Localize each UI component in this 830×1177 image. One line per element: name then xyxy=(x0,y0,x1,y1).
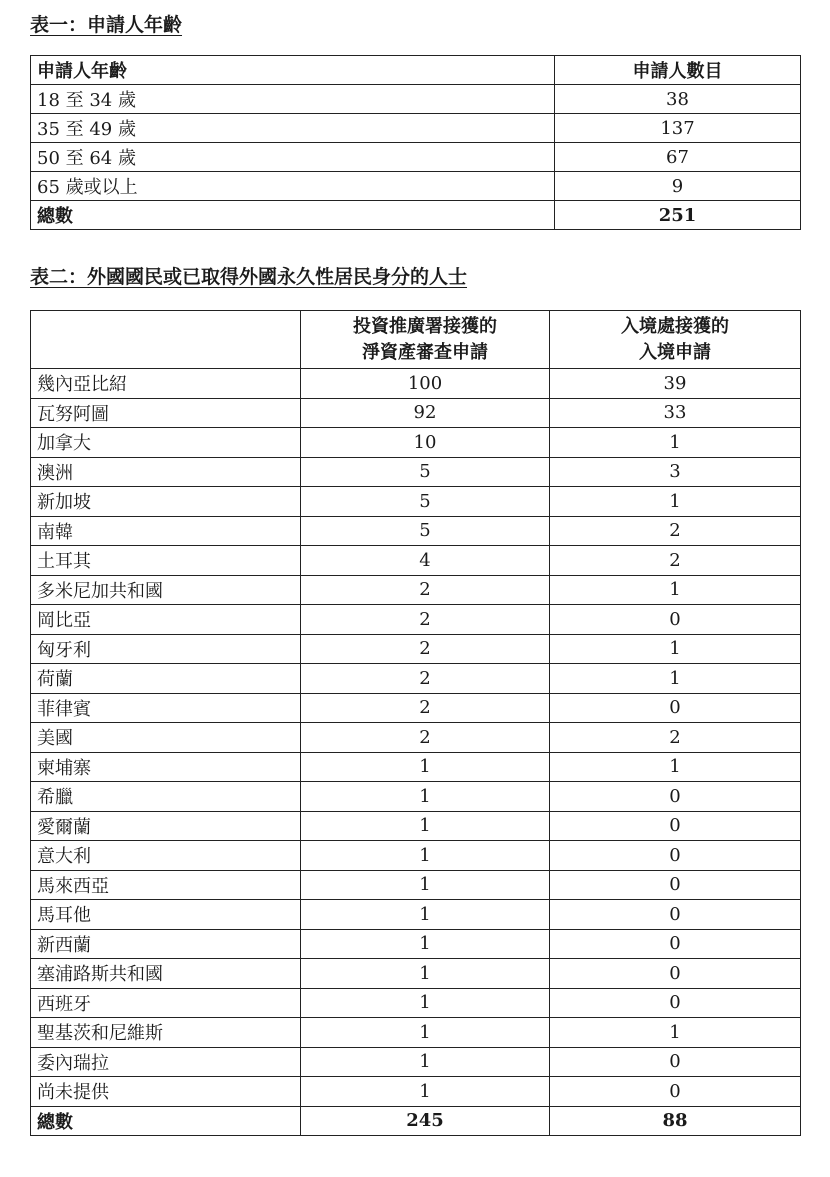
cell-value: 1 xyxy=(550,664,801,694)
table-row xyxy=(31,959,801,989)
table-row xyxy=(31,428,801,458)
nationality-table xyxy=(30,310,801,1136)
table-row xyxy=(31,1077,801,1107)
cell-value: 92 xyxy=(301,398,550,428)
row-label: 荷蘭 xyxy=(31,664,301,694)
table2-title: 表二：外國國民或已取得外國永久性居民身分的人士 xyxy=(30,266,468,288)
total-row xyxy=(31,201,801,230)
row-label: 委內瑞拉 xyxy=(31,1047,301,1077)
row-label: 馬耳他 xyxy=(31,900,301,930)
total-row xyxy=(31,1106,801,1136)
cell-value: 9 xyxy=(555,172,801,201)
cell-value: 245 xyxy=(301,1106,550,1136)
row-label: 匈牙利 xyxy=(31,634,301,664)
row-label: 65 歲或以上 xyxy=(31,172,555,201)
cell-value: 1 xyxy=(550,752,801,782)
table-row xyxy=(31,143,801,172)
cell-value: 5 xyxy=(301,487,550,517)
row-label: 塞浦路斯共和國 xyxy=(31,959,301,989)
cell-value: 67 xyxy=(555,143,801,172)
cell-value: 5 xyxy=(301,516,550,546)
cell-value: 2 xyxy=(301,664,550,694)
row-label: 聖基茨和尼維斯 xyxy=(31,1018,301,1048)
table-row xyxy=(31,988,801,1018)
table-row xyxy=(31,752,801,782)
table-row xyxy=(31,870,801,900)
cell-value: 0 xyxy=(550,900,801,930)
cell-value: 1 xyxy=(301,988,550,1018)
row-label: 50 至 64 歲 xyxy=(31,143,555,172)
cell-value: 1 xyxy=(301,782,550,812)
cell-value: 1 xyxy=(301,900,550,930)
row-label: 菲律賓 xyxy=(31,693,301,723)
row-label: 西班牙 xyxy=(31,988,301,1018)
cell-value: 0 xyxy=(550,929,801,959)
table-row xyxy=(31,398,801,428)
total-label: 總數 xyxy=(31,201,555,230)
cell-value: 2 xyxy=(550,516,801,546)
cell-value: 2 xyxy=(550,546,801,576)
cell-value: 0 xyxy=(550,693,801,723)
cell-value: 1 xyxy=(301,1077,550,1107)
row-label: 尚未提供 xyxy=(31,1077,301,1107)
table-header-row xyxy=(31,311,801,369)
table-row xyxy=(31,369,801,399)
cell-value: 5 xyxy=(301,457,550,487)
table-row xyxy=(31,1047,801,1077)
table-row xyxy=(31,1018,801,1048)
cell-value: 2 xyxy=(301,693,550,723)
cell-value: 251 xyxy=(555,201,801,230)
cell-value: 3 xyxy=(550,457,801,487)
row-label: 18 至 34 歲 xyxy=(31,85,555,114)
cell-value: 1 xyxy=(301,841,550,871)
cell-value: 137 xyxy=(555,114,801,143)
cell-value: 0 xyxy=(550,988,801,1018)
cell-value: 1 xyxy=(550,428,801,458)
cell-value: 1 xyxy=(301,929,550,959)
row-label: 新西蘭 xyxy=(31,929,301,959)
table-row xyxy=(31,516,801,546)
cell-value: 1 xyxy=(301,870,550,900)
cell-value: 2 xyxy=(550,723,801,753)
row-label: 南韓 xyxy=(31,516,301,546)
age-table xyxy=(30,55,801,230)
table-row xyxy=(31,929,801,959)
row-label: 愛爾蘭 xyxy=(31,811,301,841)
table-row xyxy=(31,634,801,664)
cell-value: 2 xyxy=(301,723,550,753)
row-label: 希臘 xyxy=(31,782,301,812)
cell-value: 0 xyxy=(550,605,801,635)
cell-value: 10 xyxy=(301,428,550,458)
row-label: 多米尼加共和國 xyxy=(31,575,301,605)
cell-value: 0 xyxy=(550,1077,801,1107)
table-row xyxy=(31,172,801,201)
cell-value: 88 xyxy=(550,1106,801,1136)
cell-value: 1 xyxy=(301,811,550,841)
cell-value: 2 xyxy=(301,605,550,635)
row-label: 岡比亞 xyxy=(31,605,301,635)
row-label: 瓦努阿圖 xyxy=(31,398,301,428)
cell-value: 0 xyxy=(550,959,801,989)
header-count: 申請人數目 xyxy=(555,56,801,85)
header-immd: 入境處接獲的 入境申請 xyxy=(550,311,801,369)
cell-value: 33 xyxy=(550,398,801,428)
cell-value: 0 xyxy=(550,811,801,841)
row-label: 美國 xyxy=(31,723,301,753)
table-row xyxy=(31,85,801,114)
table-row xyxy=(31,693,801,723)
cell-value: 39 xyxy=(550,369,801,399)
table-row xyxy=(31,782,801,812)
row-label: 加拿大 xyxy=(31,428,301,458)
cell-value: 1 xyxy=(550,575,801,605)
cell-value: 2 xyxy=(301,575,550,605)
cell-value: 1 xyxy=(550,487,801,517)
table-row xyxy=(31,487,801,517)
table-row xyxy=(31,457,801,487)
row-label: 柬埔寨 xyxy=(31,752,301,782)
cell-value: 1 xyxy=(550,1018,801,1048)
cell-value: 4 xyxy=(301,546,550,576)
cell-value: 1 xyxy=(301,1047,550,1077)
row-label: 馬來西亞 xyxy=(31,870,301,900)
cell-value: 1 xyxy=(301,959,550,989)
row-label: 意大利 xyxy=(31,841,301,871)
table-header-row xyxy=(31,56,801,85)
table-row xyxy=(31,575,801,605)
table-row xyxy=(31,605,801,635)
cell-value: 100 xyxy=(301,369,550,399)
cell-value: 0 xyxy=(550,841,801,871)
row-label: 新加坡 xyxy=(31,487,301,517)
table-row xyxy=(31,114,801,143)
total-label: 總數 xyxy=(31,1106,301,1136)
cell-value: 1 xyxy=(301,1018,550,1048)
row-label: 幾內亞比紹 xyxy=(31,369,301,399)
table-row xyxy=(31,841,801,871)
table1-title: 表一：申請人年齡 xyxy=(30,14,183,36)
table-row xyxy=(31,811,801,841)
row-label: 土耳其 xyxy=(31,546,301,576)
cell-value: 38 xyxy=(555,85,801,114)
cell-value: 1 xyxy=(301,752,550,782)
row-label: 澳洲 xyxy=(31,457,301,487)
header-age: 申請人年齡 xyxy=(31,56,555,85)
cell-value: 0 xyxy=(550,1047,801,1077)
row-label: 35 至 49 歲 xyxy=(31,114,555,143)
table-row xyxy=(31,546,801,576)
cell-value: 2 xyxy=(301,634,550,664)
table-row xyxy=(31,900,801,930)
cell-value: 0 xyxy=(550,782,801,812)
header-investhk: 投資推廣署接獲的 淨資產審查申請 xyxy=(301,311,550,369)
header-country xyxy=(31,311,301,369)
table-row xyxy=(31,664,801,694)
cell-value: 0 xyxy=(550,870,801,900)
table-row xyxy=(31,723,801,753)
cell-value: 1 xyxy=(550,634,801,664)
